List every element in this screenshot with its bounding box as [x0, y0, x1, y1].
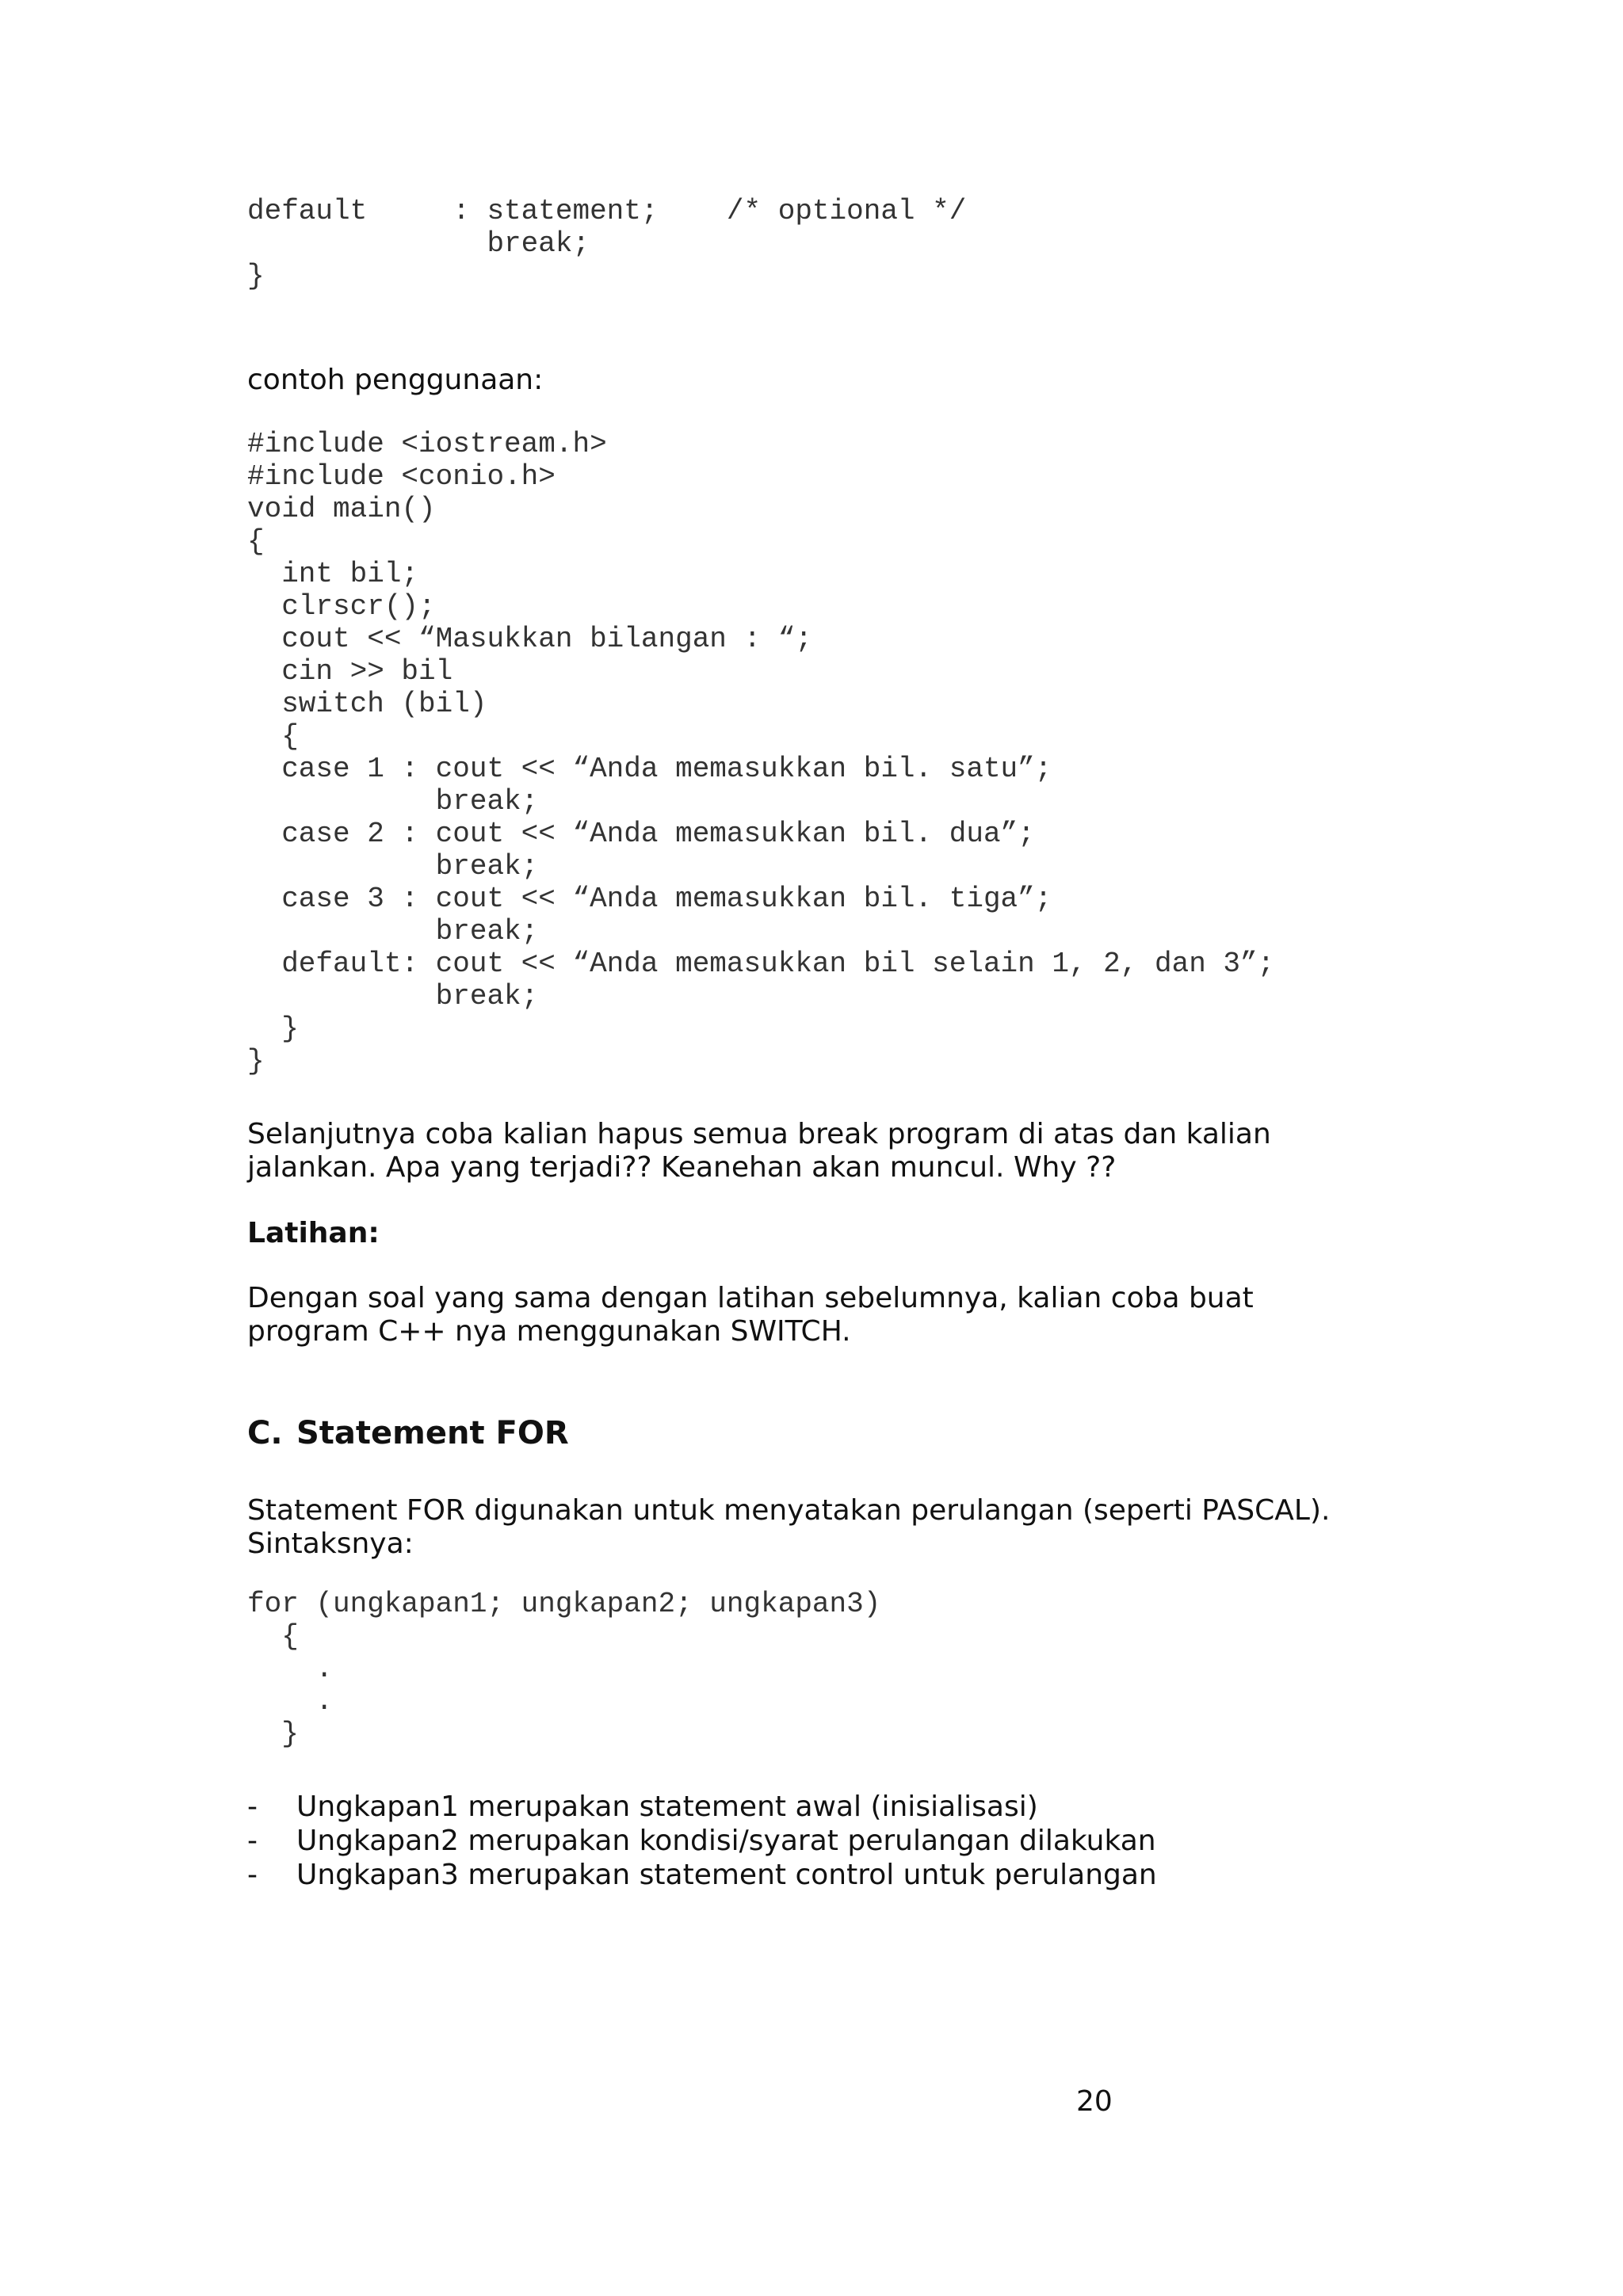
code-block-for-syntax: for (ungkapan1; ungkapan2; ungkapan3) { . . } — [247, 1588, 881, 1750]
document-page — [247, 0, 1388, 2296]
list-item — [247, 1824, 1157, 1858]
list-item-text: Ungkapan3 merupakan statement control untuk perulangan — [296, 1859, 1157, 1891]
section-number: C. — [247, 1415, 283, 1451]
example-intro: contoh penggunaan: — [247, 364, 544, 396]
page-number: 20 — [1076, 2085, 1113, 2118]
list-item — [247, 1858, 1157, 1892]
list-item-text: Ungkapan2 merupakan kondisi/syarat perulangan dilakukan — [296, 1825, 1156, 1857]
section-heading — [247, 1415, 569, 1451]
section-title: Statement FOR — [296, 1415, 569, 1451]
list-item-text: Ungkapan1 merupakan statement awal (inisialisasi) — [296, 1791, 1038, 1823]
paragraph-remove-break: Selanjutnya coba kalian hapus semua break program di atas dan kalian jalankan. Apa yang terjadi?? Keanehan akan muncul. Why ?? — [247, 1118, 1271, 1184]
dash-bullet: - — [247, 1859, 258, 1891]
dash-bullet: - — [247, 1791, 258, 1823]
latihan-label: Latihan: — [247, 1217, 380, 1249]
code-block-switch-example: #include <iostream.h> #include <conio.h> void main() { int bil; clrscr(); cout << “Masukkan bilangan : “; cin >> bil switch (bil) { case 1 : cout << “Anda memasukkan bil. satu”; break; case 2 : cout << “Anda memasukkan bil. dua”; break; case 3 : cout << “Anda memasukkan bil. tiga”; break; default: cout << “Anda memasukkan bil selain 1, 2, dan 3”; break; } } — [247, 428, 1275, 1077]
for-intro: Statement FOR digunakan untuk menyatakan perulangan (seperti PASCAL). Sintaksnya: — [247, 1494, 1331, 1560]
code-block-default-case: default : statement; /* optional */ break; } — [247, 195, 967, 292]
dash-bullet: - — [247, 1825, 258, 1857]
ungkapan-list — [247, 1790, 1157, 1892]
latihan-text: Dengan soal yang sama dengan latihan sebelumnya, kalian coba buat program C++ nya menggunakan SWITCH. — [247, 1282, 1254, 1348]
list-item — [247, 1790, 1157, 1824]
